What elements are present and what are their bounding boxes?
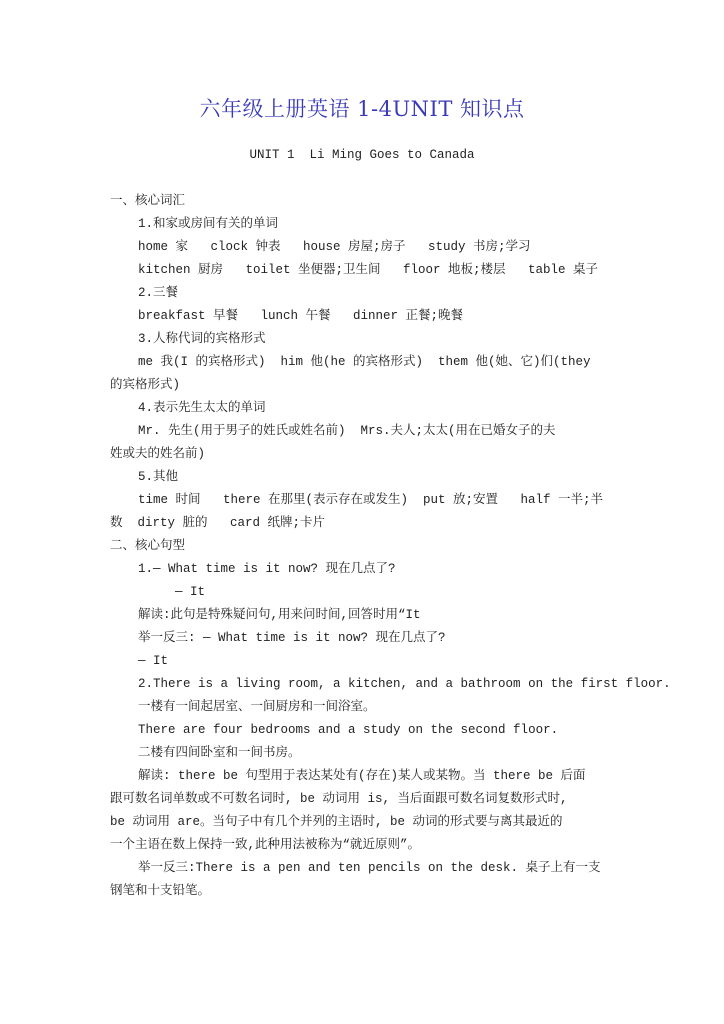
text-line: There are four bedrooms and a study on the second floor. (138, 723, 559, 737)
text-line: 数 dirty 脏的 card 纸牌;卡片 (110, 516, 326, 530)
text-line: 3.人称代词的宾格形式 (138, 332, 266, 346)
text-line: 一个主语在数上保持一致,此种用法被称为“就近原则”。 (110, 838, 421, 852)
text-line: Mr. 先生(用于男子的姓氏或姓名前) Mrs.夫人;太太(用在已婚女子的夫 (138, 424, 556, 438)
unit-heading: UNIT 1 Li Ming Goes to Canada (249, 148, 475, 162)
text-line: 5.其他 (138, 470, 179, 484)
document-title: 六年级上册英语 1-4UNIT 知识点 (199, 97, 525, 121)
text-line: me 我(I 的宾格形式) him 他(he 的宾格形式) them 他(她、它)们(they (138, 355, 591, 369)
text-line: 一楼有一间起居室、一间厨房和一间浴室。 (138, 700, 376, 714)
text-line: 跟可数名词单数或不可数名词时, be 动词用 is, 当后面跟可数名词复数形式时, (110, 792, 568, 806)
text-line: 解读:此句是特殊疑问句,用来问时间,回答时用“It (138, 608, 421, 622)
text-line: be 动词用 are。当句子中有几个并列的主语时, be 动词的形式要与离其最近的 (110, 815, 563, 829)
text-line: 一、核心词汇 (110, 194, 186, 208)
text-line: 举一反三:There is a pen and ten pencils on the desk. 桌子上有一支 (138, 861, 601, 875)
text-line: 2.There is a living room, a kitchen, and a bathroom on the first floor. (138, 677, 671, 691)
text-line: kitchen 厨房 toilet 坐便器;卫生间 floor 地板;楼层 table 桌子 (138, 263, 599, 277)
text-line: 2.三餐 (138, 286, 179, 300)
text-line: 解读: there be 句型用于表达某处有(存在)某人或某物。当 there be 后面 (138, 769, 586, 783)
text-line: — It (138, 654, 169, 668)
text-line: 举一反三: — What time is it now? 现在几点了? (138, 631, 446, 645)
text-line: 4.表示先生太太的单词 (138, 401, 266, 415)
text-line: — It (175, 585, 206, 599)
text-line: breakfast 早餐 lunch 午餐 dinner 正餐;晚餐 (138, 309, 464, 323)
text-line: 的宾格形式) (110, 378, 181, 392)
text-line: 二楼有四间卧室和一间书房。 (138, 746, 301, 760)
text-line: home 家 clock 钟表 house 房屋;房子 study 书房;学习 (138, 240, 531, 254)
text-line: 姓或夫的姓名前) (110, 447, 206, 461)
text-line: 1.和家或房间有关的单词 (138, 217, 279, 231)
text-line: 二、核心句型 (110, 539, 186, 553)
text-line: 1.— What time is it now? 现在几点了? (138, 562, 396, 576)
text-line: time 时间 there 在那里(表示存在或发生) put 放;安置 half 一半;半 (138, 493, 604, 507)
text-line: 钢笔和十支铅笔。 (110, 884, 211, 898)
